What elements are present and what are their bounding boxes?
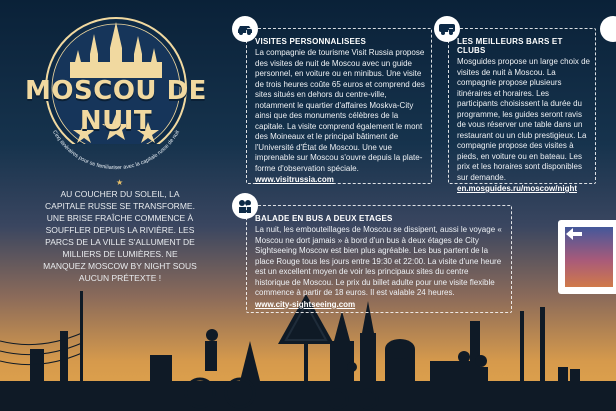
intro-text: AU COUCHER DU SOLEIL, LA CAPITALE RUSSE SE TRANSFORME. UNE BRISE FRAÎCHE COMMENCE À SOUFFLER DEPUIS LA RIVIÈRE. LES PARCS DE LA VILLE S'ALLUMENT DE MILLIERS DE LUMIÈRES. NE MANQUEZ MOSCOW BY NIGHT SOUS AUCUN PRÉTEXTE ! xyxy=(43,189,197,283)
star-divider-icon: ★ xyxy=(116,178,124,187)
section-body: Mosguides propose un large choix de visites de nuit à Moscou. La compagnie propose plusieurs itinéraires et horaires. Les participants choisissent la durée du programme, les guides seront ravis de vous réserver une table dans un restaurant ou un club prestigieux. La compagnie propose des visites à pieds, en voiture ou en bateau. Les prix et les horaires sont disponibles sur demande. xyxy=(457,57,590,182)
mosguides-link[interactable]: en.mosguides.ru/moscow/night xyxy=(457,184,578,193)
section-visites-personnalisees xyxy=(246,28,432,184)
section-title: BALADE EN BUS A DEUX ETAGES xyxy=(255,214,393,223)
section-title: VISITES PERSONNALISEES xyxy=(255,37,367,46)
logo-title: MOSCOU DE NUIT xyxy=(25,76,207,136)
logo-arc-caption xyxy=(20,14,212,174)
section-bus-deux-etages xyxy=(246,205,512,313)
city-sightseeing-link[interactable]: www.city-sightseeing.com xyxy=(255,299,356,309)
visitrussia-link[interactable]: www.visitrussia.com xyxy=(255,175,334,184)
section-title: LES MEILLEURS BARS ET CLUBS xyxy=(457,37,563,55)
section-body: La nuit, les embouteillages de Moscou se dissipent, aussi le voyage « Moscou ne dort jamais » à bord d'un bus à deux étages de City Sightseeing Moscow est bien plus agréable. Les bus partent de la place Rouge tous les jours entre 19:30 et 22:00. La visite d'une heure est un excellent moyen de voir les principaux sites du centre historique de Moscou. Le prix du billet adulte pour une visite flexible commence à partir de 18 euros. Il est valable 24 heures. xyxy=(255,225,502,297)
section-body: La compagnie de tourisme Visit Russia propose des visites de nuit de Moscou avec un guide personnel, en voiture ou en minibus. Une visite de trois heures coûte 65 euros et comprend des sites situés en dehors du centre-ville, notamment le quartier d'affaires Moskva-City ainsi que des monuments célèbres de la capitale. La visite comprend également le mont des Moineaux et le principal bâtiment de l'Université d'État de Moscou. Une vue imprenable sur Moscou s'ouvre depuis la plate-forme d'observation spéciale. xyxy=(255,48,425,173)
logo-arc-text: Cinq itinéraires pour se familiariser avec la capitale russe de nuit xyxy=(50,129,182,172)
svg-text:Cinq itinéraires pour se famil xyxy=(51,129,181,171)
section-bars-clubs xyxy=(448,28,596,193)
arrow-left-icon xyxy=(566,228,582,240)
